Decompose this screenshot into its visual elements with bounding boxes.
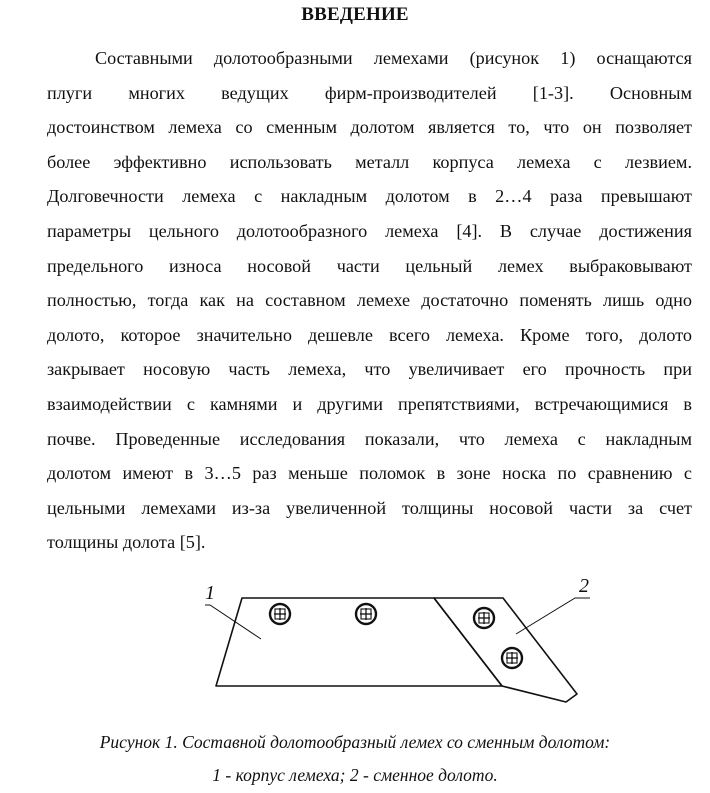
paragraph-line: достоинством лемеха со сменным долотом является то, что он позволяет: [47, 117, 692, 138]
paragraph-line: полностью, тогда как на составном лемехе достаточно поменять лишь одно: [47, 290, 692, 311]
paragraph-line: долото, которое значительно дешевле всего лемеха. Кроме того, долото: [47, 324, 692, 345]
figure-caption-legend: 1 - корпус лемеха; 2 - сменное долото.: [212, 765, 498, 785]
figure-label-2: 2: [579, 575, 589, 597]
paragraph-line: толщины долота [5].: [47, 532, 206, 553]
paragraph-line: Долговечности лемеха с накладным долотом в 2…4 раза превышают: [47, 186, 692, 207]
paragraph-line: параметры цельного долотообразного лемеха [4]. В случае достижения: [47, 220, 692, 241]
paragraph-line: более эффективно использовать металл корпуса лемеха с лезвием.: [47, 151, 692, 172]
paragraph-line: взаимодействии с камнями и другими препятствиями, встречающимися в: [47, 393, 692, 414]
paragraph-line: цельными лемехами из-за увеличенной толщины носовой части за счет: [47, 497, 692, 518]
section-title: ВВЕДЕНИЕ: [301, 4, 409, 25]
figure-caption-title: Рисунок 1. Составной долотообразный лемех со сменным долотом:: [99, 732, 611, 752]
intro-paragraph: [47, 41, 692, 560]
ploughshare-drawing: [195, 568, 595, 708]
paragraph-line: Составными долотообразными лемехами (рисунок 1) оснащаются: [95, 48, 692, 68]
paragraph-line: плуги многих ведущих фирм-производителей [1-3]. Основным: [47, 82, 692, 103]
paragraph-line: предельного износа носовой части цельный лемех выбраковывают: [47, 255, 692, 276]
bolt-hole-1: [270, 604, 290, 624]
paragraph-line: почве. Проведенные исследования показали, что лемеха с накладным: [47, 428, 692, 449]
bolt-hole-3: [474, 608, 494, 628]
figure-label-1: 1: [205, 582, 215, 604]
bolt-hole-4: [502, 648, 522, 668]
leader-line-1: [205, 605, 261, 639]
paragraph-line: закрывает носовую часть лемеха, что увеличивает его прочность при: [47, 359, 692, 380]
bolt-hole-2: [356, 604, 376, 624]
paragraph-line: долотом имеют в 3…5 раз меньше поломок в зоне носка по сравнению с: [47, 463, 692, 484]
